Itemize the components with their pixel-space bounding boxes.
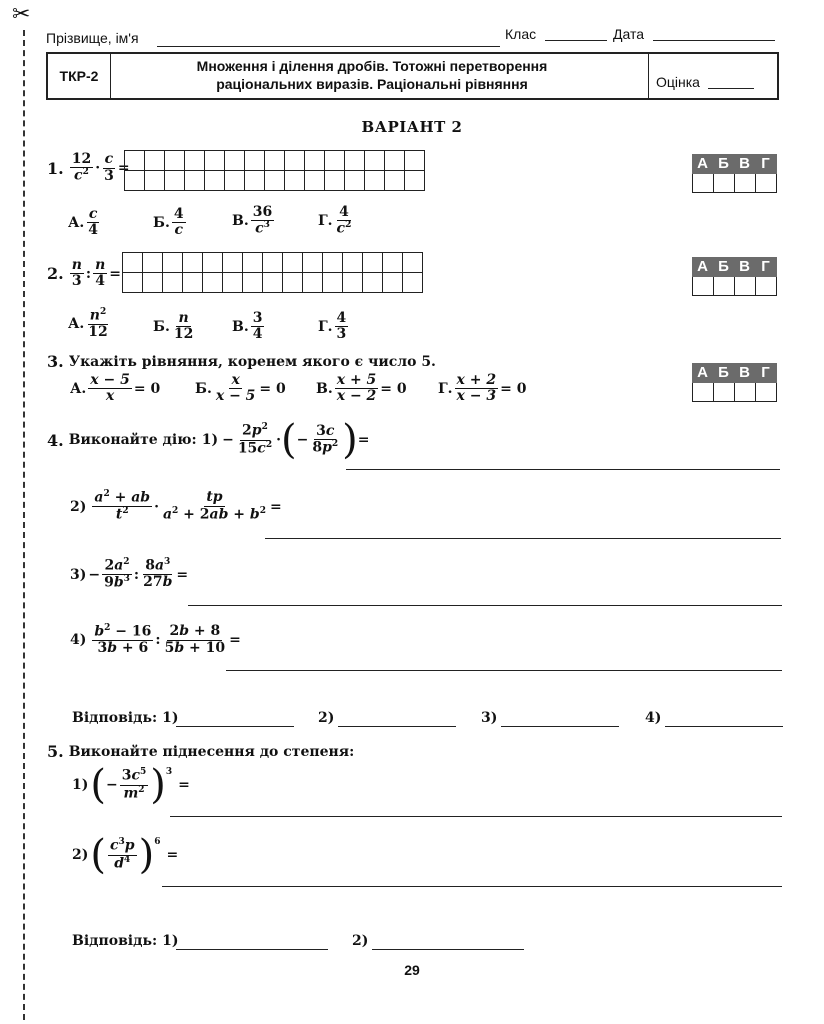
q4-number: 4.: [47, 430, 64, 450]
answer-letter-b: Б: [718, 258, 729, 275]
q3-option-d[interactable]: Г. $\frac{x + 2}{x - 3}$ = 0: [438, 372, 527, 405]
answer-letter-b: Б: [718, 364, 729, 381]
q5-label-2: 2): [72, 847, 89, 863]
q4-answer-line-4[interactable]: [226, 670, 782, 671]
q3-option-b[interactable]: Б. $\frac{x}{x - 5}$ = 0: [195, 372, 286, 405]
q4-answer-label-2: 2): [318, 710, 335, 726]
q4-task-3: 3) − $\frac{2a^2}{9b^3}$ : $\frac{8a^3}{27b}$ =: [70, 557, 189, 591]
variant-title: ВАРІАНТ 2: [361, 118, 463, 136]
q4-answer-label-4: 4): [645, 710, 662, 726]
q4-text: Виконайте дію:: [68, 432, 197, 448]
q2-expression: 2. $\frac{n}{3}$ : $\frac{n}{4}$ =: [47, 257, 121, 290]
q4-answer-label: Відповідь:: [72, 710, 158, 726]
grade-divider: [648, 54, 649, 98]
q1-work-grid[interactable]: [124, 150, 425, 191]
q4-task-2: 2) $\frac{a^2 + ab}{t^2}$ · $\frac{tp}{a^2 + 2ab + b^2}$ =: [70, 489, 282, 523]
q4-final-answer-2[interactable]: [338, 726, 456, 727]
q5-task-2: 2) ( $\frac{c^3p}{d^4}$ ) $^6$ =: [72, 832, 179, 878]
q4-final-answer-3[interactable]: [501, 726, 619, 727]
q4-label-2: 2): [70, 498, 87, 515]
q4-answer-line-3[interactable]: [188, 605, 782, 606]
answer-cell[interactable]: [714, 174, 735, 193]
q4-answer-label-3: 3): [481, 710, 498, 726]
answer-letter-a: А: [697, 364, 708, 381]
answer-letter-b: Б: [718, 155, 729, 172]
name-field[interactable]: [157, 46, 500, 47]
answer-cell[interactable]: [714, 277, 735, 296]
q4-label-1: 1): [201, 432, 219, 448]
q5-number: 5.: [47, 742, 64, 761]
q4-label-3: 3): [70, 566, 87, 583]
q1-expression: 1. $\frac{12}{c^2}$ · $\frac{c}{3}$ =: [47, 151, 130, 185]
q5-answer-line-2[interactable]: [162, 886, 782, 887]
title-box: [46, 52, 779, 100]
answer-cell[interactable]: [735, 277, 756, 296]
q5-label-1: 1): [72, 777, 89, 793]
class-field[interactable]: [545, 40, 607, 41]
q5-text: Виконайте піднесення до степеня:: [68, 743, 355, 760]
answer-cell[interactable]: [693, 383, 714, 402]
title-line-1: Множення і ділення дробів. Тотожні перетворення: [196, 58, 548, 74]
q1-option-a[interactable]: А. $\frac{c}{4}$: [68, 206, 99, 239]
q5-task-1: 1) ( − $\frac{3c^5}{m^2}$ ) $^3$ =: [72, 762, 190, 808]
q4-task-1: 4. Виконайте дію: 1) − $\frac{2p^2}{15c^2}$ · ( − $\frac{3c}{8p^2}$ ) =: [47, 417, 370, 463]
date-field[interactable]: [653, 40, 775, 41]
answer-letter-v: В: [739, 364, 750, 381]
cut-line: [23, 30, 25, 1020]
answer-cell[interactable]: [756, 383, 777, 402]
answer-letter-a: А: [697, 155, 708, 172]
answer-letter-v: В: [739, 155, 750, 172]
grade-label: Оцінка: [656, 74, 700, 90]
title-line-2: раціональних виразів. Раціональні рівняння: [216, 76, 528, 92]
q1-number: 1.: [47, 158, 64, 178]
test-code: ТКР-2: [48, 54, 111, 98]
q2-option-c[interactable]: В. $\frac{3}{4}$: [232, 310, 263, 343]
q4-answer-line-1[interactable]: [346, 469, 780, 470]
q5-answer-line-1[interactable]: [170, 816, 782, 817]
q1-option-d[interactable]: Г. $\frac{4}{c^2}$: [318, 204, 352, 238]
answer-cell[interactable]: [735, 174, 756, 193]
answer-letter-g: Г: [761, 155, 770, 172]
q1-answer-box: [692, 154, 777, 193]
q4-answer-label-1: 1): [162, 710, 179, 726]
answer-cell[interactable]: [714, 383, 735, 402]
answer-letter-g: Г: [761, 258, 770, 275]
answer-cell[interactable]: [735, 383, 756, 402]
q5-answer-label: Відповідь:: [72, 933, 158, 949]
scissors-icon: ✂: [12, 2, 31, 27]
q4-answer-line-2[interactable]: [265, 538, 781, 539]
q4-label-4: 4): [70, 632, 87, 649]
page-number: 29: [404, 962, 420, 978]
answer-cell[interactable]: [693, 174, 714, 193]
q5-final-answer-1[interactable]: [176, 949, 328, 950]
q4-final-answer-4[interactable]: [665, 726, 783, 727]
q5-answer-label-2: 2): [352, 933, 369, 949]
q4-task-4: 4) $\frac{b^2 - 16}{3b + 6}$ : $\frac{2b + 8}{5b + 10}$ =: [70, 623, 241, 657]
q3-prompt: [47, 352, 436, 371]
q2-answer-box: [692, 257, 777, 296]
grade-field[interactable]: [708, 88, 754, 89]
class-label: Клас: [505, 26, 537, 42]
name-label: Прізвище, ім'я: [46, 30, 139, 46]
answer-cell[interactable]: [693, 277, 714, 296]
q2-option-b[interactable]: Б. $\frac{n}{12}$: [153, 310, 194, 343]
q2-number: 2.: [47, 264, 64, 284]
q5-final-answer-2[interactable]: [372, 949, 524, 950]
q2-option-d[interactable]: Г. $\frac{4}{3}$: [318, 310, 347, 343]
q4-final-answer-1[interactable]: [176, 726, 294, 727]
q3-answer-box: [692, 363, 777, 402]
date-label: Дата: [613, 26, 645, 42]
q5-prompt: [47, 742, 354, 761]
q2-work-grid[interactable]: [122, 252, 423, 293]
answer-cell[interactable]: [756, 174, 777, 193]
q5-answer-row: [72, 933, 179, 949]
answer-letter-v: В: [739, 258, 750, 275]
test-title: [112, 57, 632, 93]
q2-option-a[interactable]: А. $\frac{n^2}{12}$: [68, 307, 108, 341]
q5-answer-label-1: 1): [162, 933, 179, 949]
answer-cell[interactable]: [756, 277, 777, 296]
q1-option-b[interactable]: Б. $\frac{4}{c}$: [153, 206, 184, 239]
q3-text: Укажіть рівняння, коренем якого є число 5.: [68, 353, 436, 370]
answer-letter-g: Г: [761, 364, 770, 381]
answer-letter-a: А: [697, 258, 708, 275]
q3-option-a[interactable]: А. $\frac{x - 5}{x}$ = 0: [70, 372, 161, 405]
q3-number: 3.: [47, 352, 64, 371]
q1-option-c[interactable]: В. $\frac{36}{c^3}$: [232, 204, 273, 238]
q4-answer-row: [72, 710, 179, 726]
q3-option-c[interactable]: В. $\frac{x + 5}{x - 2}$ = 0: [316, 372, 407, 405]
